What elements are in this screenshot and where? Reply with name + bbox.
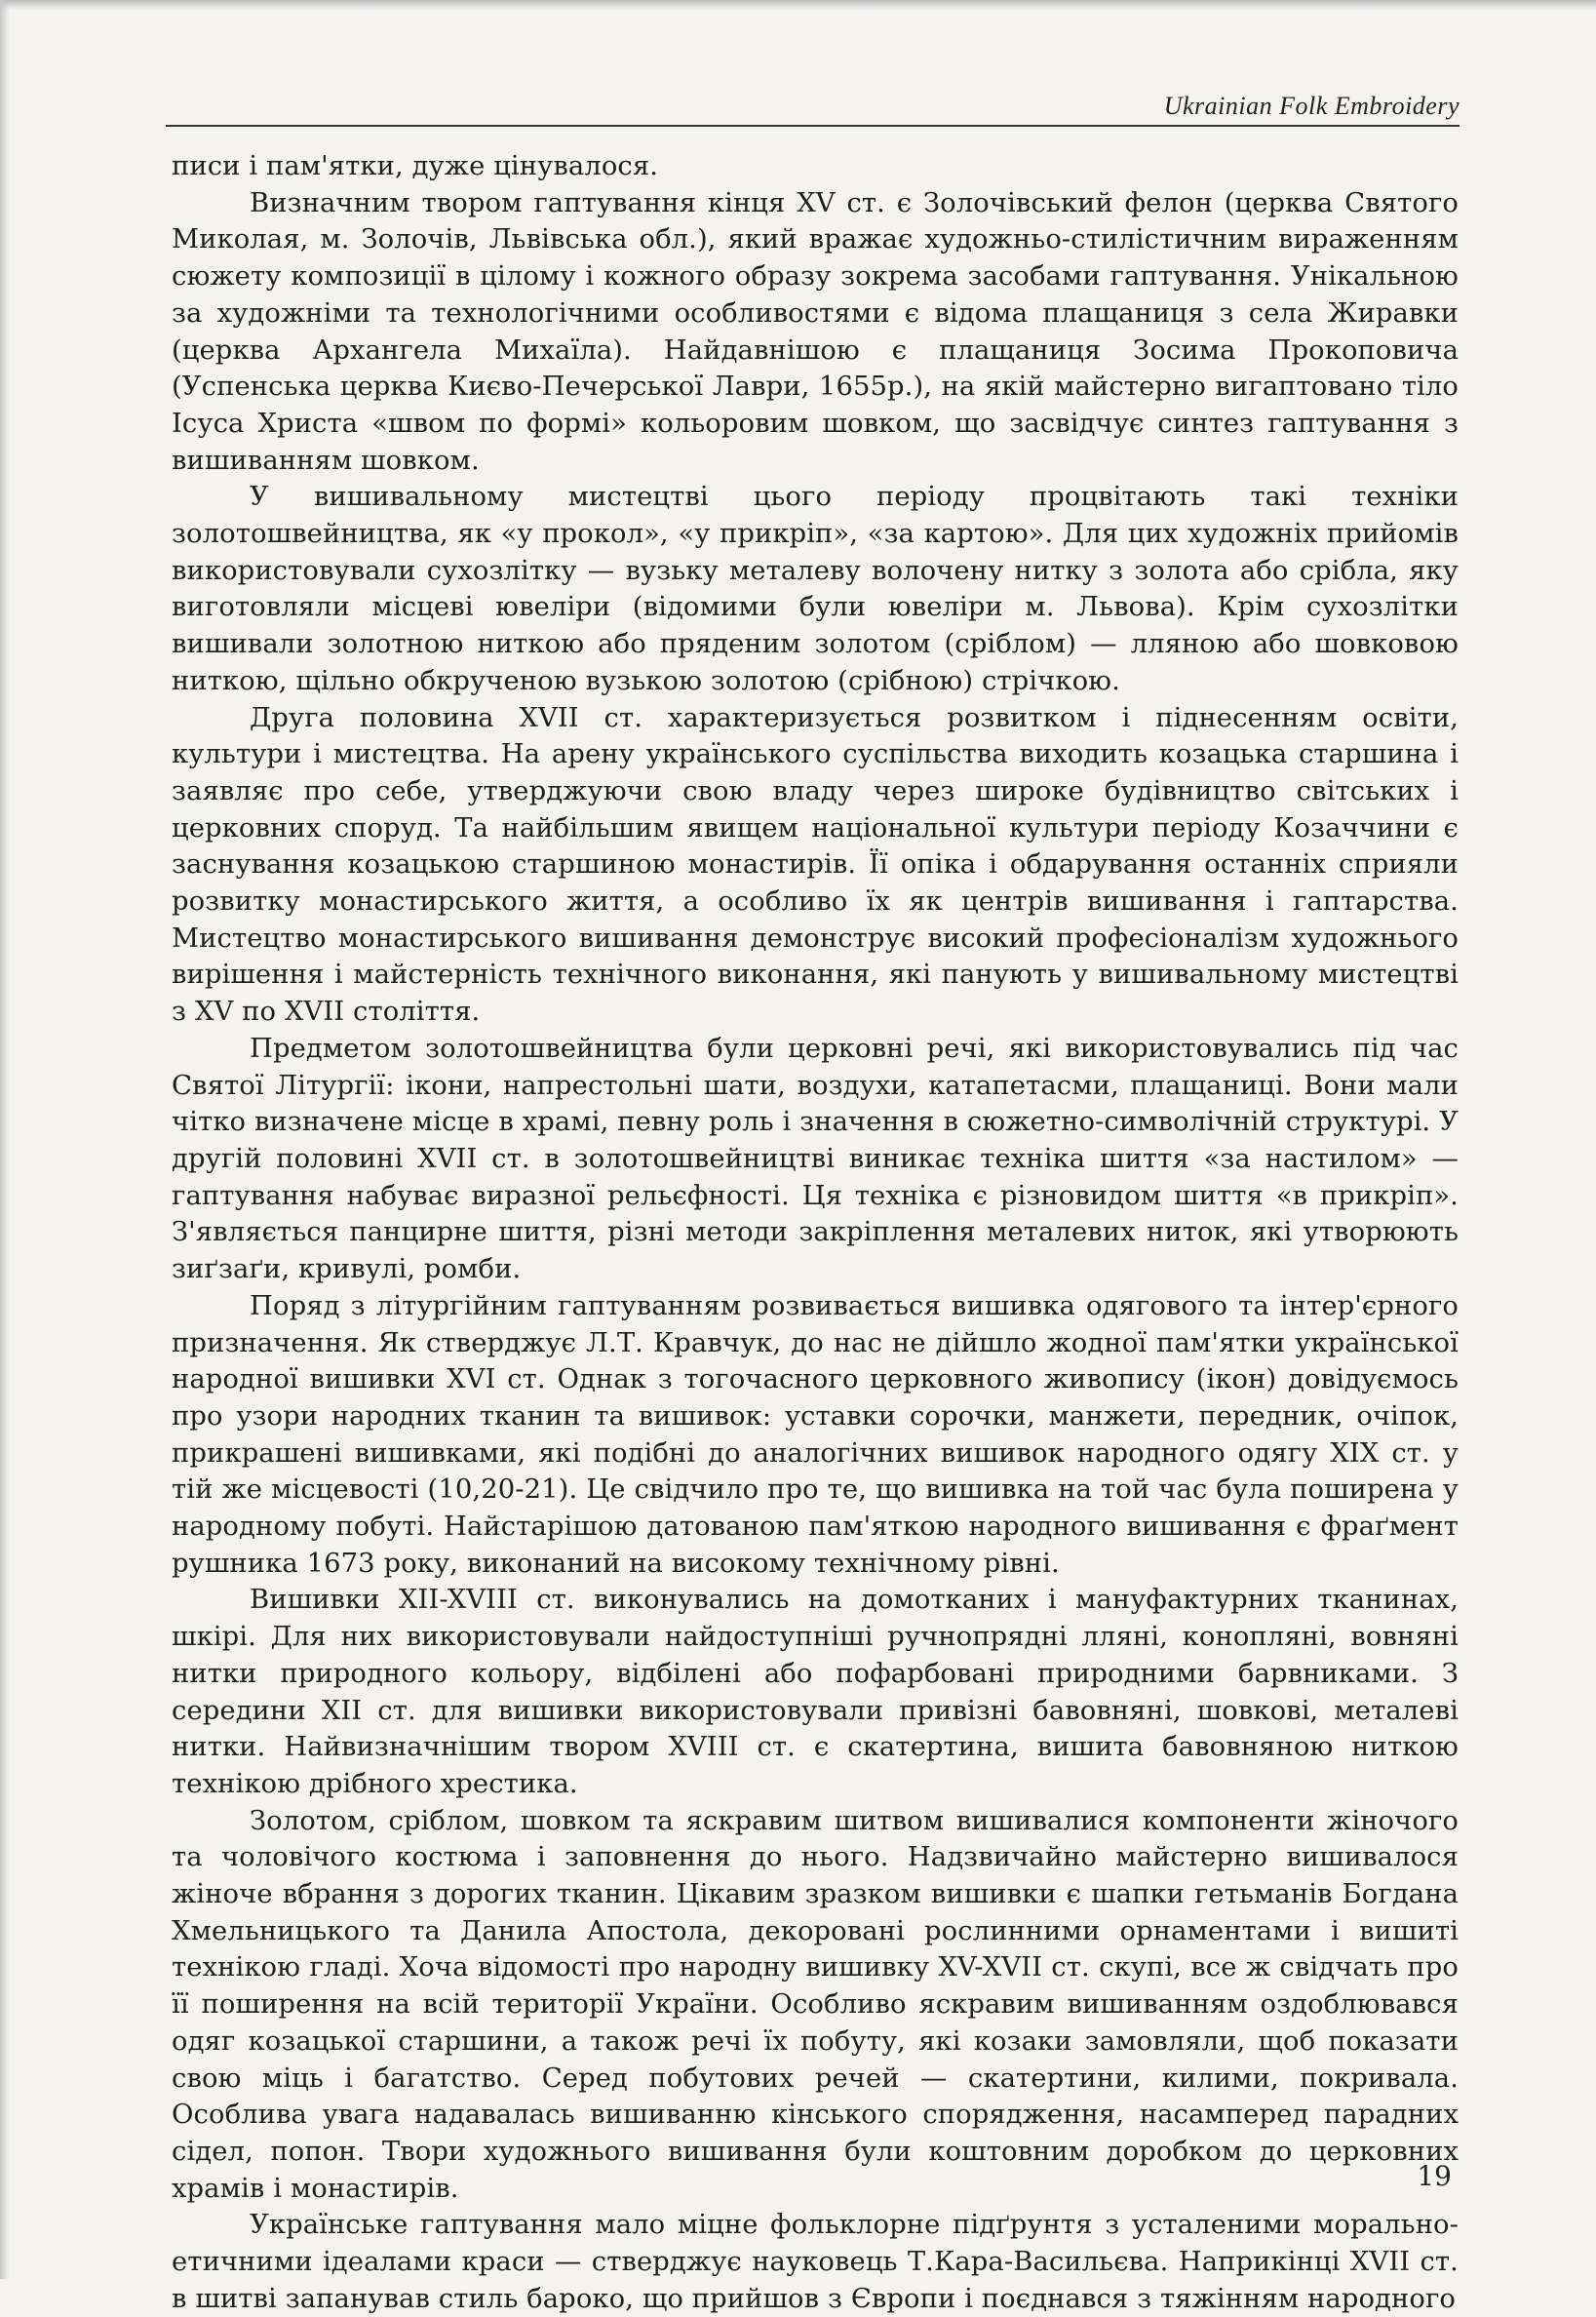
paragraph: Поряд з літургійним гаптуванням розвивається вишивка одягового та інтер'єрного призначення. Як стверджує Л.Т. Кравчук, до нас не дійшло жодної пам'ятки української народної вишивки XVI ст. Однак з тогочасного церковного живопису (ікон) довідуємось про узори народних тканин та вишивок: уставки сорочки, манжети, передник, очіпок, прикрашені вишивками, які подібні до аналогічних вишивок народного одягу XIX ст. у тій же місцевості (10,20-21). Це свідчило про те, що вишивка на той час була поширена у народному побуті. Найстарішою датованою пам'яткою народного вишивання є фраґмент рушника 1673 року, виконаний на високому технічному рівні.: [172, 1290, 1459, 1579]
paragraph: У вишивальному мистецтві цього періоду процвітають такі техніки золотошвейництва, як «у прокол», «у прикріп», «за картою». Для цих художніх прийомів використовували сухозлітку — вузьку металеву волочену нитку з золота або срібла, яку виготовляли місцеві ювеліри (відомими були ювеліри м. Львова). Крім сухозлітки вишивали золотною ниткою або пряденим золотом (сріблом) — лляною або шовковою ниткою, щільно обкрученою вузькою золотою (срібною) стрічкою.: [172, 482, 1459, 696]
body-text: [172, 148, 1459, 2317]
paragraph: Золотом, сріблом, шовком та яскравим шитвом вишивалися компоненти жіночого та чоловічого костюма і заповнення до нього. Надзвичайно майстерно вишивалося жіноче вбрання з дорогих тканин. Цікавим зразком вишивки є шапки гетьманів Богдана Хмельницького та Данила Апостола, декоровані рослинними орнаментами і вишиті технікою гладі. Хоча відомості про народну вишивку XV-XVII ст. скупі, все ж свідчать про її поширення на всій території України. Особливо яскравим вишиванням оздоблювався одяг козацької старшини, а також речі їх побуту, які козаки замовляли, щоб показати свою міць і багатство. Серед побутових речей — скатертини, килими, покривала. Особлива увага надавалась вишиванню кінського спорядження, насамперед парадних сідел, попон. Твори художнього вишивання були коштовним доробком до церковних храмів і монастирів.: [172, 1805, 1459, 2204]
scan-edge-shadow-top: [0, 0, 1596, 10]
paragraph: Вишивки XII-XVIII ст. виконувались на домотканих і мануфактурних тканинах, шкірі. Для них використовували найдоступніші ручнопрядні лляні, конопляні, вовняні нитки природного кольору, відбілені або пофарбовані природними барвниками. З середини XII ст. для вишивки використовували привізні бавовняні, шовкові, металеві нитки. Найвизначнішим твором XVIII ст. є скатертина, вишита бавовняною ниткою технікою дрібного хрестика.: [172, 1585, 1459, 1799]
paragraph: Українське гаптування мало міцне фольклорне підґрунтя з усталеними морально-етичними ідеалами краси — стверджує науковець Т.Кара-Васильєва. Наприкінці XVII ст. в шитві запанував стиль бароко, що прийшов з Європи і поєднався з тяжінням народного: [172, 2210, 1459, 2314]
paragraph: Предметом золотошвейництва були церковні речі, які використовувались під час Святої Літургії: ікони, напрестольні шати, воздухи, катапетасми, плащаниці. Вони мали чітко визначене місце в храмі, певну роль і значення в сюжетно-символічній структурі. У другій половині XVII ст. в золотошвейництві виникає техніка шиття «за настилом» — гаптування набуває виразної рельєфності. Ця техніка є різновидом шиття «в прикріп». З'являється панцирне шиття, різні методи закріплення металевих ниток, які утворюють зиґзаґи, кривулі, ромби.: [172, 1033, 1459, 1285]
paragraph: Визначним твором гаптування кінця XV ст. є Золочівський фелон (церква Святого Миколая, м. Золочів, Львівська обл.), який вражає художньо-стилістичним вираженням сюжету композиції в цілому і кожного образу зокрема засобами гаптування. Унікальною за художніми та технологічними особливостями є відома плащаниця з села Жиравки (церква Архангела Михаїла). Найдавнішою є плащаниця Зосима Прокоповича (Успенська церква Києво-Печерської Лаври, 1655р.), на якій майстерно вигаптовано тіло Ісуса Христа «швом по формі» кольоровим шовком, що засвідчує синтез гаптування з вишиванням шовком.: [172, 187, 1459, 476]
page-number: 19: [1417, 2160, 1452, 2192]
running-header-title: Ukrainian Folk Embroidery: [1163, 92, 1460, 120]
paragraph-continuation: писи і пам'ятки, дуже цінувалося.: [172, 151, 659, 181]
header-rule: [166, 125, 1460, 127]
scan-edge-shadow-left: [0, 0, 10, 2279]
paragraph: Друга половина XVII ст. характеризується розвитком і піднесенням освіти, культури і мистецтва. На арену українського суспільства виходить козацька старшина і заявляє про себе, утверджуючи свою владу через широке будівництво світських і церковних споруд. Та найбільшим явищем національної культури періоду Козаччини є заснування козацькою старшиною монастирів. Її опіка і обдарування останніх сприяли розвитку монастирського життя, а особливо їх як центрів вишивання і гаптарства. Мистецтво монастирського вишивання демонструє високий професіоналізм художнього вирішення і майстерність технічного виконання, які панують у вишивальному мистецтві з XV по XVII століття.: [172, 702, 1459, 1028]
